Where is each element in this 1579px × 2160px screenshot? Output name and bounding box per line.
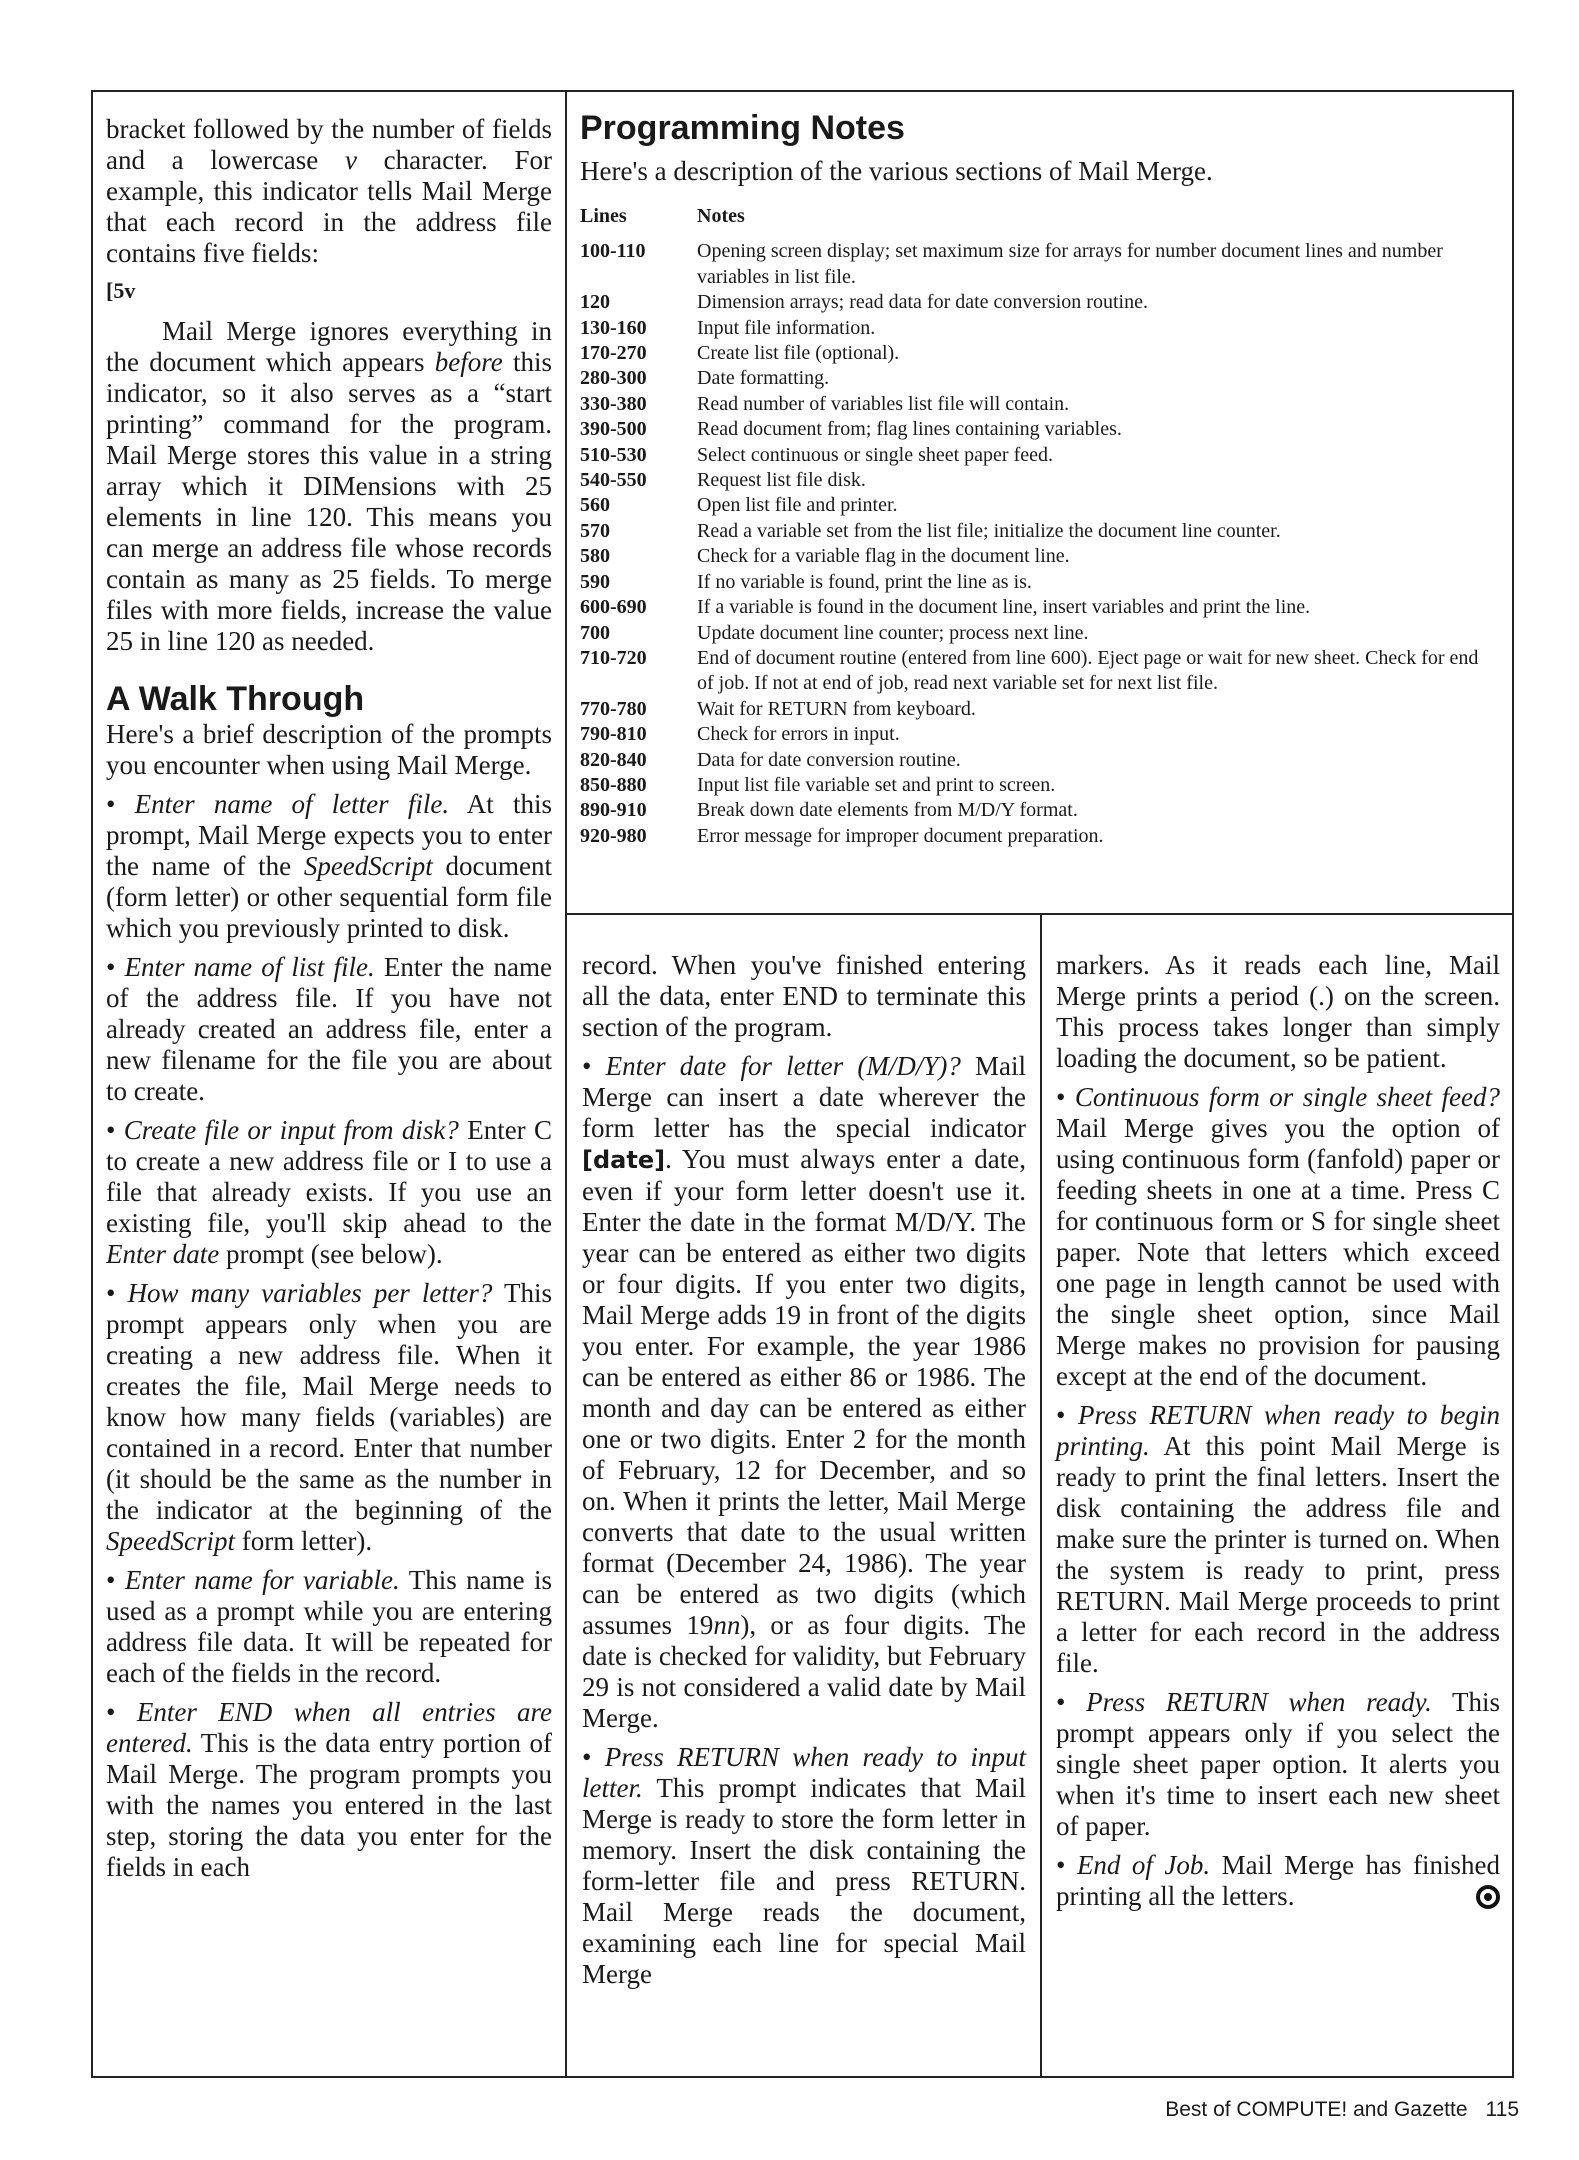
text-run: This is the data entry portion of Mail Merge. The program prompts you with the names you entered in the last step, storing the data you enter for the fields in each [106,1728,552,1882]
text-run: • [1056,1850,1077,1880]
italic-text: v [344,145,357,175]
italic-text: End of Job. [1076,1850,1211,1880]
line-note: Opening screen display; set maximum size for arrays for number document lines and number variables in list file. [697,240,1443,288]
table-row [580,798,1500,823]
italic-text: Press RETURN when ready. [1086,1687,1432,1717]
table-row [580,621,1500,646]
line-note: Dimension arrays; read data for date conversion routine. [697,291,1148,314]
text-run: Mail Merge has finished printing all the letters. [1056,1850,1501,1911]
text-run: ), or as four digits. The date is checked for validity, but February 29 is not considered a valid date by Mail Merge. [582,1610,1026,1733]
line-range: 770-780 [580,697,647,720]
text-run: this indicator, so it also serves as a “start printing” command for the program. Mail Merge stores this value in a string array which it DIMensions with 25 elements in line 120. This means you can merge an address file whose records contain as many as 25 fields. To merge files with more fields, increase the value 25 in line 120 as needed. [106,347,552,656]
italic-text: Press RETURN when ready to begin printing. [1056,1400,1500,1461]
right-column [1056,950,1500,1912]
bold-text: [date] [582,1146,666,1174]
programming-notes-box [580,108,1500,849]
line-range: 120 [580,291,610,314]
line-note: Wait for RETURN from keyboard. [697,697,976,720]
text-run: Enter the name of the address file. If you have not already created an address file, enter a new filename for the file you are about to create. [106,952,552,1106]
text-run: • [582,1742,605,1772]
table-row [580,290,1500,315]
notes-title: Programming Notes [580,109,905,147]
table-row [580,570,1500,595]
table-row [580,697,1500,722]
italic-text: How many variables per letter? [127,1278,493,1308]
line-note: Check for errors in input. [697,723,900,746]
text-run: • [106,1697,137,1727]
italic-text: Continuous form or single sheet feed? [1074,1082,1500,1112]
table-row [580,417,1500,442]
line-note: Read document from; flag lines containing variables. [697,418,1122,441]
text-run: markers. As it reads each line, Mail Merge prints a period (.) on the screen. This process takes longer than simply loading the document, so be patient. [1056,950,1500,1073]
text-run: • [106,1115,124,1145]
text-run: • [1056,1400,1078,1430]
line-range: 330-380 [580,392,647,415]
text-run: . You must always enter a date, even if your form letter doesn't use it. Enter the date in the format M/D/Y. The year can be entered as either two digits or four digits. If you enter two digits, Mail Merge adds 19 in front of the digits you enter. For example, the year 1986 can be entered as either 86 or 1986. The month and day can be entered as either one or two digits. Enter 2 for the month of February, 12 for December, and so on. When it prints the letter, Mail Merge converts that date to the usual written format (December 24, 1986). The year can be entered as two digits (which assumes 19 [582,1144,1026,1640]
italic-text: SpeedScript [106,1526,235,1556]
text-run: This name is used as a prompt while you are entering address file data. It will be repeated for each of the fields in the record. [106,1565,552,1688]
italic-text: Create file or input from disk? [123,1115,459,1145]
column-header-notes: Notes [697,205,745,227]
line-range: 390-500 [580,418,647,441]
italic-text: before [434,347,503,377]
notes-intro: Here's a description of the various sections of Mail Merge. [580,156,1213,186]
line-note: Data for date conversion routine. [697,748,961,771]
table-row [580,646,1500,697]
text-run: record. When you've finished entering all the data, enter END to terminate this section of the program. [582,950,1026,1042]
paragraph [106,719,552,781]
prompt-item [106,1278,552,1557]
prompt-item [106,952,552,1107]
text-run: This prompt indicates that Mail Merge is ready to store the form letter in memory. Insert the disk containing the form-letter file and press RETURN. Mail Merge reads the document, examining each line for special Mail Merge [582,1773,1026,1989]
prompt-item [582,1742,1026,1990]
table-row [580,443,1500,468]
line-range: 580 [580,545,610,568]
line-note: Error message for improper document preparation. [697,824,1104,847]
page-number: 115 [1485,2098,1519,2121]
line-note: Read number of variables list file will contain. [697,392,1070,415]
line-note: Update document line counter; process next line. [697,621,1089,644]
line-range: 560 [580,494,610,517]
column-divider [1040,913,1042,2078]
table-row [580,773,1500,798]
table-row [580,595,1500,620]
table-row [580,392,1500,417]
text-run: At this prompt, Mail Merge expects you to enter the name of the [106,789,553,881]
italic-text: Enter END when all entries are entered. [106,1697,552,1758]
text-run: • [106,1565,125,1595]
line-note: Open list file and printer. [697,494,898,517]
line-note: End of document routine (entered from line 600). Eject page or wait for new sheet. Check for end of job. If not at end of job, read next variable set for next list file. [697,646,1479,695]
table-row [580,748,1500,773]
line-note: Break down date elements from M/D/Y format. [697,799,1078,822]
line-note: Select continuous or single sheet paper feed. [697,443,1053,466]
prompt-item [106,789,552,944]
line-note: Input list file variable set and print to screen. [697,773,1056,796]
italic-text: Enter name for variable. [124,1565,400,1595]
prompt-item [106,1565,552,1689]
paragraph [1056,950,1500,1074]
table-row [580,493,1500,518]
column-divider [565,90,567,2078]
line-range: 820-840 [580,748,647,771]
text-run: Here's a brief description of the prompts you encounter when using Mail Merge. [106,719,552,780]
italic-text: Press RETURN when ready to input letter. [582,1742,1027,1803]
text-run: • [106,1278,128,1308]
line-range: 600-690 [580,596,647,619]
line-range: 280-300 [580,367,647,390]
prompt-item [106,1115,552,1270]
line-range: 540-550 [580,469,647,492]
line-note: Check for a variable flag in the document line. [697,545,1070,568]
prompt-item [1056,1687,1500,1842]
line-note: Read a variable set from the list file; initialize the document line counter. [697,519,1281,542]
prompt-item [582,1051,1026,1734]
line-range: 130-160 [580,316,647,339]
notes-table [580,204,1500,849]
line-note: If a variable is found in the document line, insert variables and print the line. [697,596,1311,619]
column-header-lines: Lines [580,205,627,227]
table-row [580,316,1500,341]
text-run: At this point Mail Merge is ready to print the final letters. Insert the disk containing the address file and make sure the printer is turned on. When the system is ready to print, press RETURN. Mail Merge proceeds to print a letter for each record in the address file. [1056,1431,1500,1678]
line-range: 100-110 [580,240,646,263]
line-range: 850-880 [580,773,647,796]
prompt-item [106,1697,552,1883]
text-run: • [1056,1082,1075,1112]
publication-name: Best of COMPUTE! and Gazette [1165,2098,1468,2121]
text-run: • [106,952,125,982]
table-row [580,239,1500,290]
page-footer [1165,2098,1519,2122]
italic-text: Enter name of letter file. [134,789,450,819]
line-note: Date formatting. [697,367,830,390]
prompt-item [1056,1400,1500,1679]
line-range: 920-980 [580,824,647,847]
line-range: 700 [580,621,610,644]
section-heading: A Walk Through [106,680,365,718]
text-run: prompt (see below). [219,1239,443,1269]
italic-text: SpeedScript [303,851,433,881]
text-run: form letter). [234,1526,373,1556]
line-range: 510-530 [580,443,647,466]
prompt-item [1056,1850,1500,1912]
text-run: character. For example, this indicator tells Mail Merge that each record in the address file contains five fields: [106,145,552,268]
text-run: Mail Merge can insert a date wherever the form letter has the special indicator [582,1051,1027,1143]
line-note: Input file information. [697,316,876,339]
table-row [580,722,1500,747]
text-run: Enter C to create a new address file or I to use a file that already exists. If you use an existing file, you'll skip ahead to the [106,1115,552,1238]
italic-text: nn [713,1610,741,1640]
table-row [580,468,1500,493]
left-column [106,114,552,1883]
table-row [580,366,1500,391]
end-of-article-icon [1476,1885,1500,1909]
paragraph [106,316,552,657]
line-range: 890-910 [580,799,647,822]
paragraph [106,114,552,269]
line-range: 570 [580,519,610,542]
text-run: • [582,1051,606,1081]
line-range: 710-720 [580,646,647,669]
line-note: Create list file (optional). [697,342,900,365]
paragraph [582,950,1026,1043]
table-row [580,544,1500,569]
text-run: • [1056,1687,1087,1717]
text-run: Mail Merge ignores everything in the document which appears [106,316,552,377]
line-range: 170-270 [580,342,647,365]
field-count-indicator: [5v [106,278,136,303]
text-run: document (form letter) or other sequential form file which you previously printed to disk. [106,851,552,943]
text-run: • [106,789,135,819]
line-range: 790-810 [580,723,647,746]
italic-text: Enter name of list file. [124,952,375,982]
line-note: If no variable is found, print the line as is. [697,570,1032,593]
prompt-item [1056,1082,1500,1392]
italic-text: Enter date for letter (M/D/Y)? [605,1051,961,1081]
table-row [580,341,1500,366]
middle-column [582,950,1026,1990]
text-run: This prompt appears only if you select the single sheet paper option. It alerts you when it's time to insert each new sheet of paper. [1056,1687,1501,1841]
text-run: Mail Merge gives you the option of using continuous form (fanfold) paper or feeding sheets in one at a time. Press C for continuous form or S for single sheet paper. Note that letters which exceed one page in length cannot be used with the single sheet option, since Mail Merge makes no provision for pausing except at the end of the document. [1056,1113,1500,1391]
table-row [580,519,1500,544]
table-row [580,824,1500,849]
line-note: Request list file disk. [697,469,866,492]
line-range: 590 [580,570,610,593]
text-run: This prompt appears only when you are creating a new address file. When it creates the file, Mail Merge needs to know how many fields (variables) are contained in a record. Enter that number (it should be the same as the number in the indicator at the beginning of the [106,1278,553,1525]
text-run: bracket followed by the number of fields and a lowercase [106,114,552,175]
italic-text: Enter date [106,1239,220,1269]
